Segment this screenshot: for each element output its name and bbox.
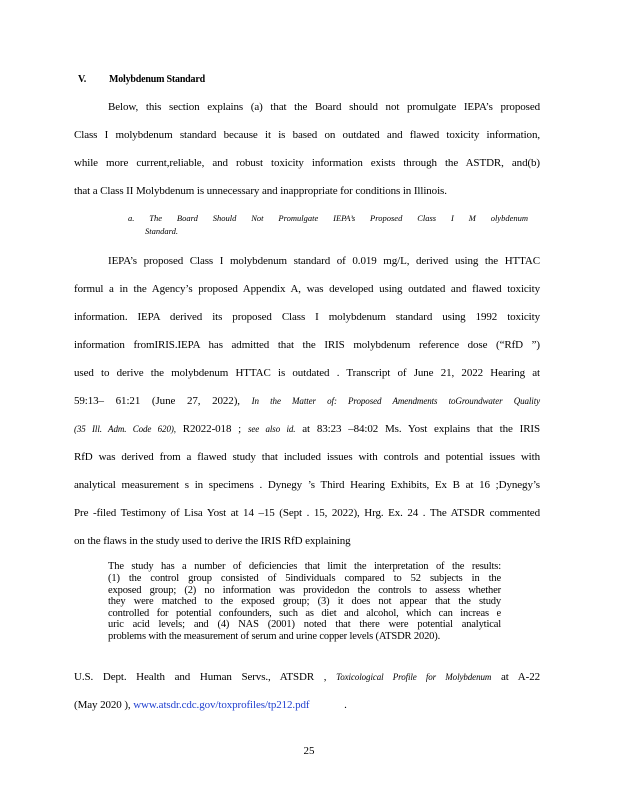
- body-line-6: [74, 394, 540, 408]
- quote-line-1: The study has a number of deficiencies that limit the interpretation of the results:: [108, 561, 501, 572]
- body-line-4: information fromIRIS.IEPA has admitted that the IRIS molybdenum reference dose (“RfD ”): [74, 339, 540, 351]
- body-line-8: RfD was derived from a flawed study that included issues with controls and potential issues with: [74, 451, 540, 463]
- subheading-line-1: a. The Board Should Not Promulgate IEPA’s Proposed Class I M olybdenum: [128, 213, 528, 223]
- body-line-6-a: 59:13– 61:21 (June 27, 2022),: [74, 395, 240, 407]
- citation-title: Toxicological Profile for Molybdenum: [336, 672, 492, 682]
- citation-end: .: [344, 699, 347, 711]
- citation-date: (May 2020 ),: [74, 699, 131, 711]
- see-also: see also id.: [247, 424, 296, 434]
- intro-line-2: Class I molybdenum standard because it is based on outdated and flawed toxicity information,: [74, 129, 540, 141]
- section-number: V.: [78, 74, 87, 85]
- body-line-10: Pre -filed Testimony of Lisa Yost at 14 –15 (Sept . 15, 2022), Hrg. Ex. 24 . The ATSDR commented: [74, 507, 540, 519]
- subheading-line-2: Standard.: [145, 226, 178, 236]
- section-heading: [78, 74, 205, 85]
- quote-line-5: controlled for potential confounders, such as diet and alcohol, which can increas e: [108, 608, 501, 619]
- quote-line-7: problems with the measurement of serum and urine copper levels (ATSDR 2020).: [108, 631, 441, 642]
- body-line-2: formul a in the Agency’s proposed Appendix A, was developed using outdated and flawed toxicity: [74, 283, 540, 295]
- case-title-cont: (35 Ill. Adm. Code 620),: [74, 424, 176, 434]
- citation-page: at A-22: [500, 671, 540, 683]
- quote-line-4: they were matched to the exposed group; (3) it does not appear that the study: [108, 596, 501, 607]
- quote-line-6: uric acid levels; and (4) NAS (2001) noted that there were potential analytical: [108, 619, 501, 630]
- body-line-3: information. IEPA derived its proposed Class I molybdenum standard using 1992 toxicity: [74, 311, 540, 323]
- citation-line-2: [74, 698, 540, 712]
- intro-line-3: while more current,reliable, and robust toxicity information exists through the ASTDR, and(b): [74, 157, 540, 169]
- citation-line-1: [74, 670, 540, 684]
- page-number: 25: [303, 745, 315, 757]
- case-title: In the Matter of: Proposed Amendments toGroundwater Quality: [251, 396, 541, 406]
- body-line-7: [74, 422, 540, 436]
- citation-url-link[interactable]: www.atsdr.cdc.gov/toxprofiles/tp212.pdf: [133, 699, 310, 711]
- body-line-11: on the flaws in the study used to derive the IRIS RfD explaining: [74, 535, 351, 547]
- citation-agency: U.S. Dept. Health and Human Servs., ATSDR ,: [74, 671, 327, 683]
- body-line-7-d: at 83:23 –84:02 Ms. Yost explains that the IRIS: [302, 423, 541, 435]
- intro-line-1: Below, this section explains (a) that the Board should not promulgate IEPA’s proposed: [108, 101, 540, 113]
- quote-line-2: (1) the control group consisted of 5individuals compared to 52 subjects in the: [108, 573, 501, 584]
- docket-number: R2022-018 ;: [182, 423, 242, 435]
- intro-line-4: that a Class II Molybdenum is unnecessary and inappropriate for conditions in Illinois.: [74, 185, 447, 197]
- body-line-9: analytical measurement s in specimens . Dynegy ’s Third Hearing Exhibits, Ex B at 16 ;Dynegy’s: [74, 479, 540, 491]
- body-line-5: used to derive the molybdenum HTTAC is outdated . Transcript of June 21, 2022 Hearing at: [74, 367, 540, 379]
- body-line-1: IEPA’s proposed Class I molybdenum standard of 0.019 mg/L, derived using the HTTAC: [108, 255, 540, 267]
- quote-line-3: exposed group; (2) no information was providedon the controls to assess whether: [108, 585, 501, 596]
- section-title: Molybdenum Standard: [109, 74, 205, 85]
